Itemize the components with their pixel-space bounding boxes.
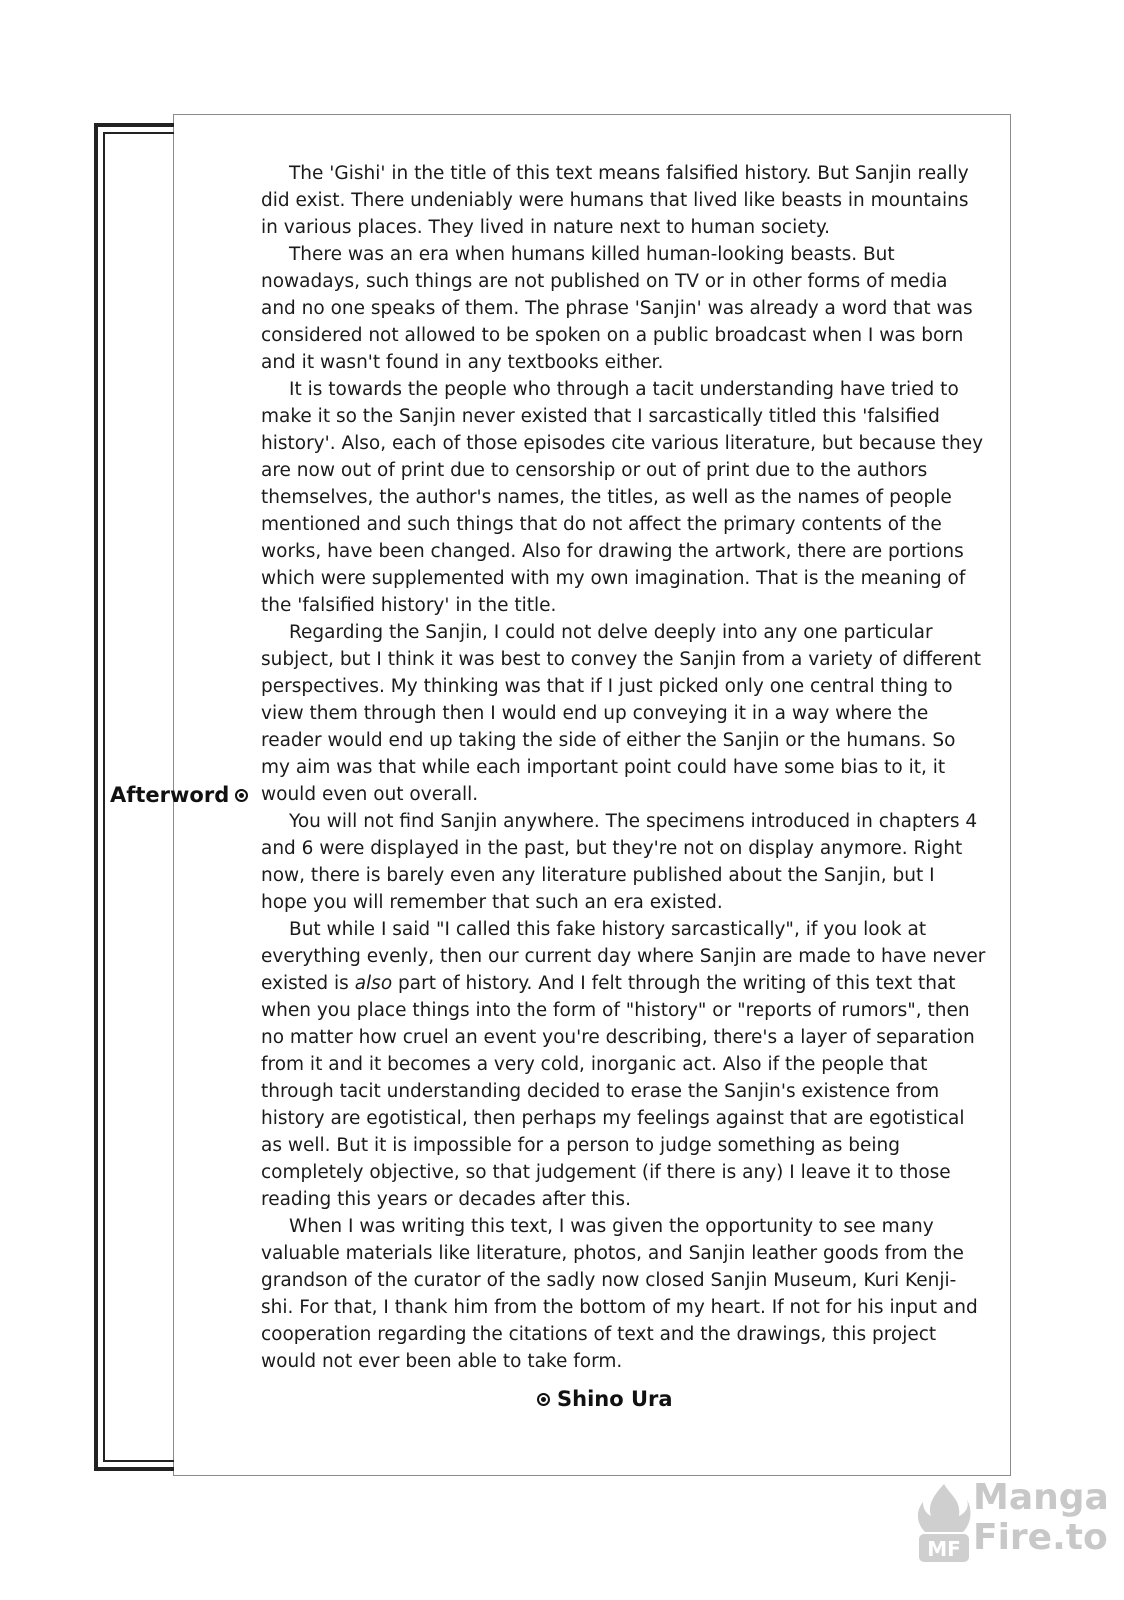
section-heading [110,783,248,807]
paragraph-text: But while I said "I called this fake history sarcastically", if you look at everything evenly, then our current day where Sanjin are made to have never existed is [261,919,986,994]
paragraph-text: When I was writing this text, I was given the opportunity to see many valuable materials like literature, photos, and Sanjin leather goods from the grandson of the curator of the sadly now closed Sanjin Museum, Kuri Kenji-shi. For that, I thank him from the bottom of my heart. If not for his input and cooperation regarding the citations of text and the drawings, this project would not ever been able to take form. [261,1216,978,1372]
paragraph-text: It is towards the people who through a tacit understanding have tried to make it so the Sanjin never existed that I sarcastically titled this 'falsified history'. Also, each of those episodes cite various literature, but because they are now out of print due to censorship or out of print due to the authors themselves, the author's names, the titles, as well as the names of people mentioned and such things that do not affect the primary contents of the works, have been changed. Also for drawing the artwork, there are portions which were supplemented with my own imagination. That is the meaning of the 'falsified history' in the title. [261,379,984,616]
paragraph [261,916,986,1213]
paragraph-text: The 'Gishi' in the title of this text means falsified history. But Sanjin really did exist. There undeniably were humans that lived like beasts in mountains in various places. They lived in nature next to human society. [261,163,969,238]
afterword-body [261,160,986,1375]
watermark-line1: Manga [973,1477,1109,1518]
circle-bullet-icon [537,1393,550,1406]
paragraph [261,241,986,376]
circle-bullet-icon [235,789,248,802]
paragraph-text: You will not find Sanjin anywhere. The specimens introduced in chapters 4 and 6 were displayed in the past, but they're not on display anymore. Right now, there is barely even any literature published about the Sanjin, but I hope you will remember that such an era existed. [261,811,978,913]
author-signature [537,1387,673,1411]
paragraph-text: There was an era when humans killed human-looking beasts. But nowadays, such things are not published on TV or in other forms of media and no one speaks of them. The phrase 'Sanjin' was already a word that was considered not allowed to be spoken on a public broadcast when I was born and it wasn't found in any textbooks either. [261,244,973,373]
paragraph [261,376,986,619]
svg-text:MF: MF [927,1537,961,1561]
paragraph [261,160,986,241]
emphasis-text: also [354,973,393,994]
afterword-title: Afterword [110,783,230,807]
paragraph-text: Regarding the Sanjin, I could not delve deeply into any one particular subject, but I think it was best to convey the Sanjin from a variety of different perspectives. My thinking was that if I just picked only one central thing to view them through then I would end up conveying it in a way where the reader would end up taking the side of either the Sanjin or the humans. So my aim was that while each important point could have some bias to it, it would even out overall. [261,622,982,805]
watermark-line2: Fire.to [973,1517,1108,1558]
paragraph [261,619,986,808]
author-name: Shino Ura [557,1387,673,1411]
watermark [915,1476,1109,1571]
paragraph [261,1213,986,1375]
flame-logo-icon [915,1476,973,1566]
paragraph [261,808,986,916]
paragraph-text: part of history. And I felt through the writing of this text that when you place things into the form of "history" or "reports of rumors", then no matter how cruel an event you're describing, there's a layer of separation from it and it becomes a very cold, inorganic act. Also if the people that through tacit understanding decided to erase the Sanjin's existence from history are egotistical, then perhaps my feelings against that are egotistical as well. But it is impossible for a person to judge something as being completely objective, so that judgement (if there is any) I leave it to those reading this years or decades after this. [261,973,975,1210]
